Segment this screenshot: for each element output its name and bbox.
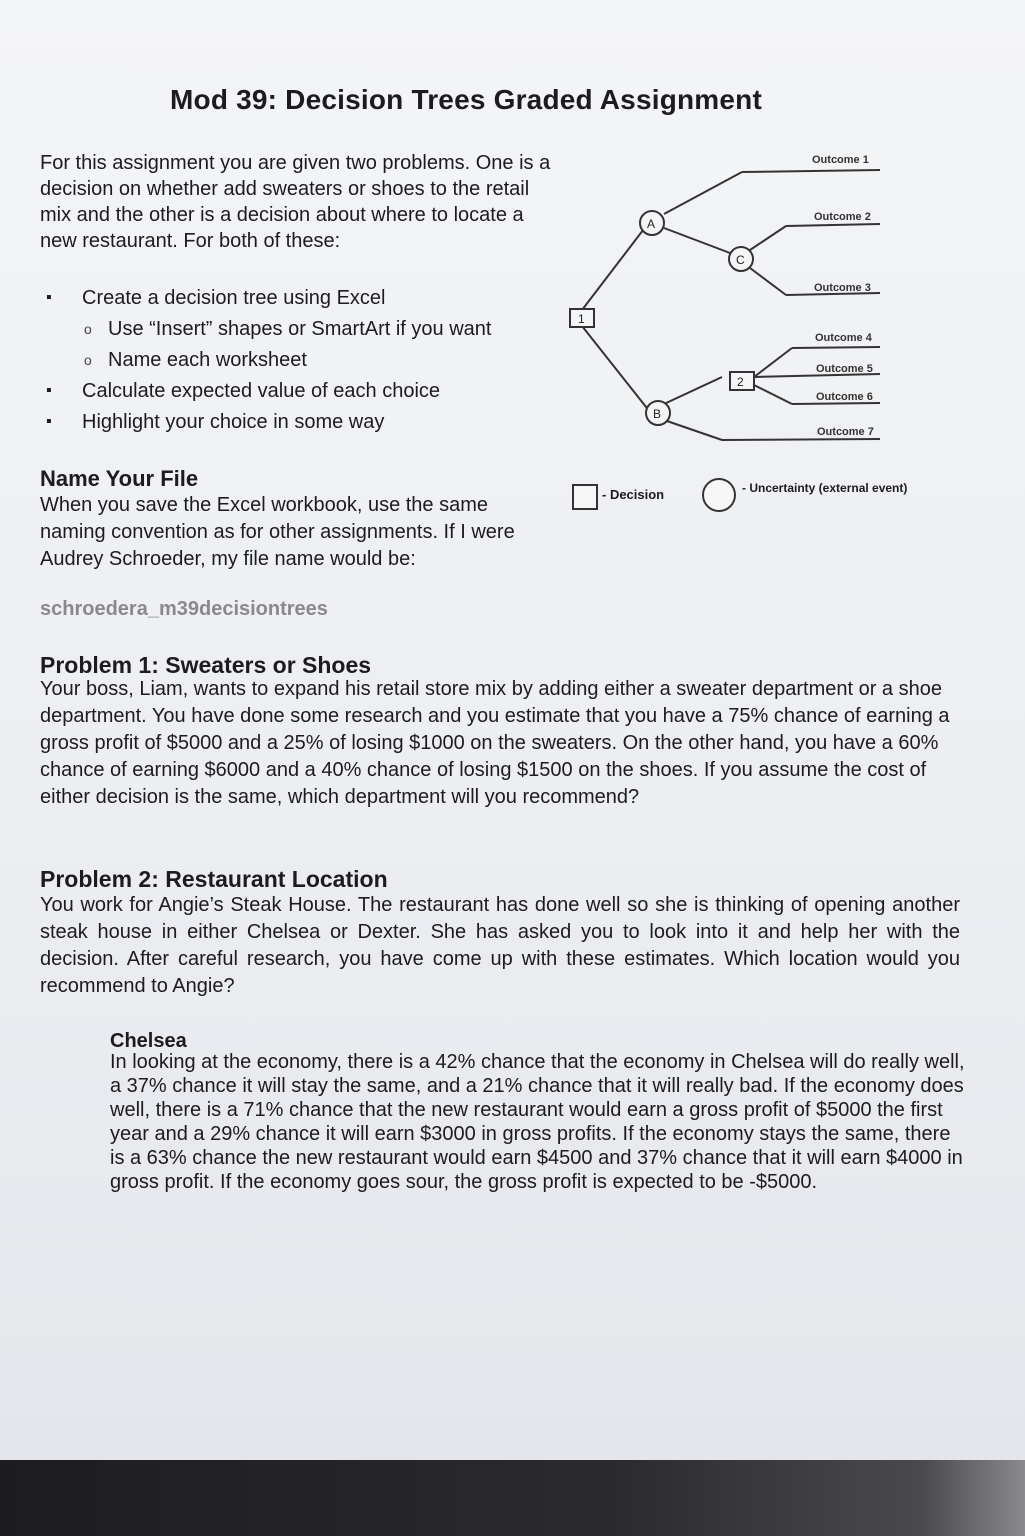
- problem-1-heading: Problem 1: Sweaters or Shoes: [40, 652, 372, 678]
- problem-2-text: You work for Angie’s Steak House. The restaurant has done well so she is thinking of opening another steak house in either Chelsea or Dexter. She has asked you to look into it and help her with the decision. After careful research, you have come up with these estimates. Which location would you recommend to Angie?: [40, 894, 960, 997]
- background-surface: [0, 1460, 1025, 1536]
- legend-uncertainty-label: - Uncertainty (external event): [742, 481, 908, 495]
- bullet-highlight-choice: ▪ Highlight your choice in some way: [40, 408, 580, 439]
- decision-tree-diagram: [560, 140, 900, 450]
- outcome-3-label: Outcome 3: [814, 282, 871, 294]
- outcome-2-label: Outcome 2: [814, 211, 871, 223]
- problem-2-heading: Problem 2: Restaurant Location: [40, 866, 388, 892]
- chelsea-text: In looking at the economy, there is a 42% chance that the economy in Chelsea will do really well, a 37% chance it will stay the same, and a 21% chance that it will really bad. If the economy does well, there is a 71% chance that the new restaurant would earn a gross profit of $5000 the first year and a 29% chance it will earn $3000 in gross profits. If the economy stays the same, there is a 63% chance the new restaurant would earn $4500 and 37% chance that it will earn $4000 in gross profit. If the economy goes sour, the gross profit is expected to be -$5000.: [110, 1051, 965, 1193]
- instructions-list: [40, 284, 580, 439]
- legend-uncertainty-circle-icon: [702, 478, 736, 512]
- intro-paragraph: For this assignment you are given two problems. One is a decision on whether add sweaters or shoes to the retail mix and the other is a decision about where to locate a new restaurant. For both of these:: [40, 152, 551, 252]
- outcome-1-label: Outcome 1: [812, 154, 869, 166]
- problem-1-text: Your boss, Liam, wants to expand his retail store mix by adding either a sweater department or a shoe department. You have done some research and you estimate that you have a 75% chance of earning a gross profit of $5000 and a 25% of losing $1000 on the sweaters. On the other hand, you have a 60% chance of earning $6000 and a 40% chance of losing $1500 on the shoes. If you assume the cost of either decision is the same, which department will you recommend?: [40, 678, 950, 808]
- outcome-7-label: Outcome 7: [817, 426, 874, 438]
- sub-bullet-name-worksheet: o Name each worksheet: [40, 346, 580, 377]
- decision-node-1-label: 1: [578, 312, 585, 326]
- bullet-expected-value: ▪ Calculate expected value of each choice: [40, 377, 580, 408]
- outcome-4-label: Outcome 4: [815, 332, 872, 344]
- decision-node-2-label: 2: [737, 375, 744, 389]
- page-title: Mod 39: Decision Trees Graded Assignment: [170, 84, 763, 115]
- name-file-heading: Name Your File: [40, 466, 199, 491]
- sub-bullet-insert-shapes: o Use “Insert” shapes or SmartArt if you want: [40, 315, 580, 346]
- outcome-5-label: Outcome 5: [816, 363, 873, 375]
- legend-decision-square-icon: [572, 484, 598, 510]
- chelsea-heading: Chelsea: [110, 1030, 187, 1052]
- bullet-create-tree: ▪ Create a decision tree using Excel: [40, 284, 580, 315]
- chance-node-c-label: C: [736, 253, 745, 267]
- legend-decision-label: - Decision: [602, 487, 665, 502]
- name-file-text: When you save the Excel workbook, use the same naming convention as for other assignments. If I were Audrey Schroeder, my file name would be:: [40, 494, 515, 570]
- outcome-6-label: Outcome 6: [816, 391, 873, 403]
- example-filename: schroedera_m39decisiontrees: [40, 598, 328, 620]
- chance-node-a-label: A: [647, 217, 656, 231]
- chance-node-b-label: B: [653, 407, 662, 421]
